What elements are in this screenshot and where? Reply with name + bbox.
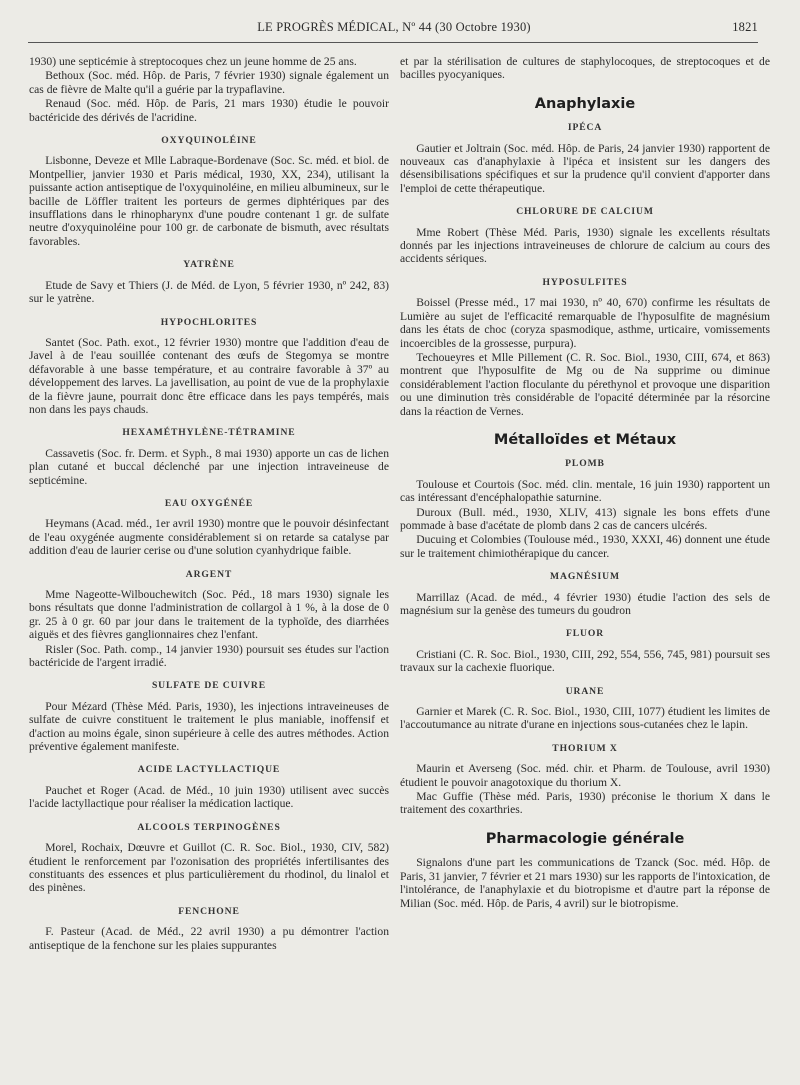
paragraph: F. Pasteur (Acad. de Méd., 22 avril 1930) a pu démontrer l'action antiseptique de la fenchone sur les plaies suppurantes bbox=[29, 925, 389, 952]
subheading: MAGNÉSIUM bbox=[550, 571, 620, 583]
subheading: CHLORURE DE CALCIUM bbox=[516, 206, 654, 218]
paragraph: Renaud (Soc. méd. Hôp. de Paris, 21 mars 1930) étudie le pouvoir bactéricide des dérivés de l'acridine. bbox=[29, 97, 389, 124]
subheading: ACIDE LACTYLLACTIQUE bbox=[137, 764, 281, 776]
header-rule bbox=[28, 42, 758, 43]
subheading: HEXAMÉTHYLÈNE-TÉTRAMINE bbox=[122, 427, 296, 439]
paragraph: Garnier et Marek (C. R. Soc. Biol., 1930, CIII, 1077) étudient les limites de l'accoutumance au nitrate d'urane en injections sous-cutanées chez le lapin. bbox=[400, 705, 770, 732]
subheading: HYPOSULFITES bbox=[542, 276, 628, 288]
subheading: FLUOR bbox=[565, 628, 605, 640]
paragraph: Signalons d'une part les communications de Tzanck (Soc. méd. Hôp. de Paris, 31 janvier, 7 février et 21 mars 1930) sur les rapports de l'intoxication, de l'intolérance, de l'anaphylaxie et du biotropisme et d'autre part la réponse de Milian (Soc. méd. Hôp. de Paris, 4 avril) sur le biotropisme. bbox=[400, 856, 770, 910]
paragraph: Etude de Savy et Thiers (J. de Méd. de Lyon, 5 février 1930, nº 242, 83) sur le yatrène. bbox=[29, 278, 389, 306]
subheading: HYPOCHLORITES bbox=[160, 316, 258, 328]
subheading: IPÉCA bbox=[567, 122, 603, 134]
paragraph: et par la stérilisation de cultures de staphylocoques, de streptocoques et de bacilles pyocyaniques. bbox=[400, 55, 770, 82]
paragraph: Santet (Soc. Path. exot., 12 février 1930) montre que l'addition d'eau de Javel à de l'eau souillée contenant des œufs de Stegomya se montre défavorable à une basse température, et au contraire favorable à 37º au développement des larves. La javellisation, au point de vue de la prophylaxie de la fièvre jaune, pourrait donc être efficace dans les pays tempérés, mais non dans les pays chauds. bbox=[29, 335, 389, 416]
right-column bbox=[400, 55, 770, 911]
paragraph: Techoueyres et Mlle Pillement (C. R. Soc. Biol., 1930, CIII, 674, et 863) montrent que l'hyposulfite de Mg ou de Na supprime ou diminue considérablement l'action floculante du pérethynol et provoque une disparition ou une diminution très considérable de l'opacité déterminée par la résorcine dans la réaction de Vernes. bbox=[400, 350, 770, 418]
subheading: YATRÈNE bbox=[183, 259, 235, 271]
paragraph: Gautier et Joltrain (Soc. méd. Hôp. de Paris, 24 janvier 1930) rapportent de nouveaux cas d'anaphylaxie à l'ipéca et insistent sur les dangers des désensibilisations spécifiques et sur la prudence qu'il convient d'apporter dans l'emploi de cette thérapeutique. bbox=[400, 141, 770, 195]
section-heading: Anaphylaxie bbox=[534, 95, 636, 112]
paragraph: Pour Mézard (Thèse Méd. Paris, 1930), les injections intraveineuses de sulfate de cuivre constituent le traitement le plus maniable, inoffensif et d'action au moins égale, sinon supérieure à celle des autres méthodes. Action préventive également manifeste. bbox=[29, 699, 389, 754]
subheading: URANE bbox=[565, 685, 605, 697]
subheading: SULFATE DE CUIVRE bbox=[151, 680, 267, 692]
paragraph: Boissel (Presse méd., 17 mai 1930, nº 40, 670) confirme les résultats de Lumière au sujet de l'efficacité remarquable de l'hyposulfite de magnésium dans les états de choc (coryza spasmodique, asthme, urticaire, vomissements incoercibles de la grossesse, purpura). bbox=[400, 296, 770, 350]
paragraph: 1930) une septicémie à streptocoques chez un jeune homme de 25 ans. bbox=[29, 55, 357, 68]
paragraph: Duroux (Bull. méd., 1930, XLIV, 413) signale les bons effets d'une pommade à base d'acétate de plomb dans 2 cas de cancers ulcérés. bbox=[400, 505, 770, 532]
paragraph: Risler (Soc. Path. comp., 14 janvier 1930) poursuit ses études sur l'action bactéricide de l'argent irradié. bbox=[29, 642, 389, 670]
paragraph: Bethoux (Soc. méd. Hôp. de Paris, 7 février 1930) signale également un cas de fièvre de Malte qu'il a guérie par la trypaflavine. bbox=[29, 69, 389, 96]
paragraph: Heymans (Acad. méd., 1er avril 1930) montre que le pouvoir désinfectant de l'eau oxygénée augmente considérablement si on retarde sa catalyse par addition d'eau de laurier cerise ou d'une solution cyanhydrique faible. bbox=[29, 517, 389, 558]
paragraph: Cassavetis (Soc. fr. Derm. et Syph., 8 mai 1930) apporte un cas de lichen plan cutané et buccal déclenché par une injection intraveineuse de septicémine. bbox=[29, 446, 389, 487]
subheading: OXYQUINOLÉINE bbox=[161, 135, 257, 147]
paragraph: Mme Nageotte-Wilbouchewitch (Soc. Péd., 18 mars 1930) signale les bons résultats que donne l'administration de collargol à 1 %, à la dose de 0 gr. 25 à 0 gr. 60 par jour dans le traitement de la typhoïde, des diarrhées aiguës et des fièvres ganglionnaires chez l'enfant. bbox=[29, 588, 389, 642]
section-heading: Métalloïdes et Métaux bbox=[493, 431, 677, 448]
subheading: ARGENT bbox=[185, 568, 233, 580]
paragraph: Mme Robert (Thèse Méd. Paris, 1930) signale les excellents résultats donnés par les injections intraveineuses de chlorure de calcium au cours des accidents sériques. bbox=[400, 225, 770, 266]
paragraph: Lisbonne, Deveze et Mlle Labraque-Bordenave (Soc. Sc. méd. et biol. de Montpellier, janvier 1930 et Paris médical, 1930, XX, 234), utilisant la puissante action antiseptique de l'oxyquinoléine, en milieu albumineux, sur le bacille de Löffler traitent les porteurs de germes diphtériques par des insufflations dans le rhinopharynx d'une poudre contenant 1 gr. de sulfate neutre d'oxyquinoléine pour 100 gr. de carbonate de bismuth, avec résultats favorables. bbox=[29, 154, 389, 248]
paragraph: Cristiani (C. R. Soc. Biol., 1930, CIII, 292, 554, 556, 745, 981) poursuit ses travaux sur la cachexie fluorique. bbox=[400, 647, 770, 675]
subheading: EAU OXYGÉNÉE bbox=[164, 497, 254, 509]
paragraph: Morel, Rochaix, Dœuvre et Guillot (C. R. Soc. Biol., 1930, CIV, 582) étudient le renforcement par l'ozonisation des propriétés infertilisantes des constituants des essences et plus particulièrement du rhodinol, du linalol et des pinènes. bbox=[29, 841, 389, 895]
subheading: ALCOOLS TERPINOGÈNES bbox=[137, 821, 281, 833]
page-number: 1821 bbox=[732, 20, 758, 34]
paragraph: Toulouse et Courtois (Soc. méd. clin. mentale, 16 juin 1930) rapportent un cas intéressant d'encéphalopathie saturnine. bbox=[400, 477, 770, 505]
section-heading: Pharmacologie générale bbox=[485, 830, 685, 847]
subheading: PLOMB bbox=[565, 458, 605, 470]
running-header bbox=[30, 20, 758, 40]
paragraph: Pauchet et Roger (Acad. de Méd., 10 juin 1930) utilisent avec succès l'acide lactyllactique pour réaliser la médication lactique. bbox=[29, 783, 389, 811]
paragraph: Ducuing et Colombies (Toulouse méd., 1930, XXXI, 46) donnent une étude sur le traitement chimiothérapique du cancer. bbox=[400, 533, 770, 560]
paragraph: Mac Guffie (Thèse méd. Paris, 1930) préconise le thorium X dans le traitement des coxarthries. bbox=[400, 790, 770, 817]
subheading: FENCHONE bbox=[178, 905, 240, 917]
paragraph: Marrillaz (Acad. de méd., 4 février 1930) étudie l'action des sels de magnésium sur la genèse des tumeurs du goudron bbox=[400, 590, 770, 617]
subheading: THORIUM X bbox=[552, 742, 618, 754]
journal-title: LE PROGRÈS MÉDICAL, Nº 44 (30 Octobre 1930) bbox=[257, 20, 531, 34]
paragraph: Maurin et Averseng (Soc. méd. chir. et Pharm. de Toulouse, avril 1930) étudient le pouvoir anagotoxique du thorium X. bbox=[400, 762, 770, 789]
left-column bbox=[29, 55, 389, 953]
